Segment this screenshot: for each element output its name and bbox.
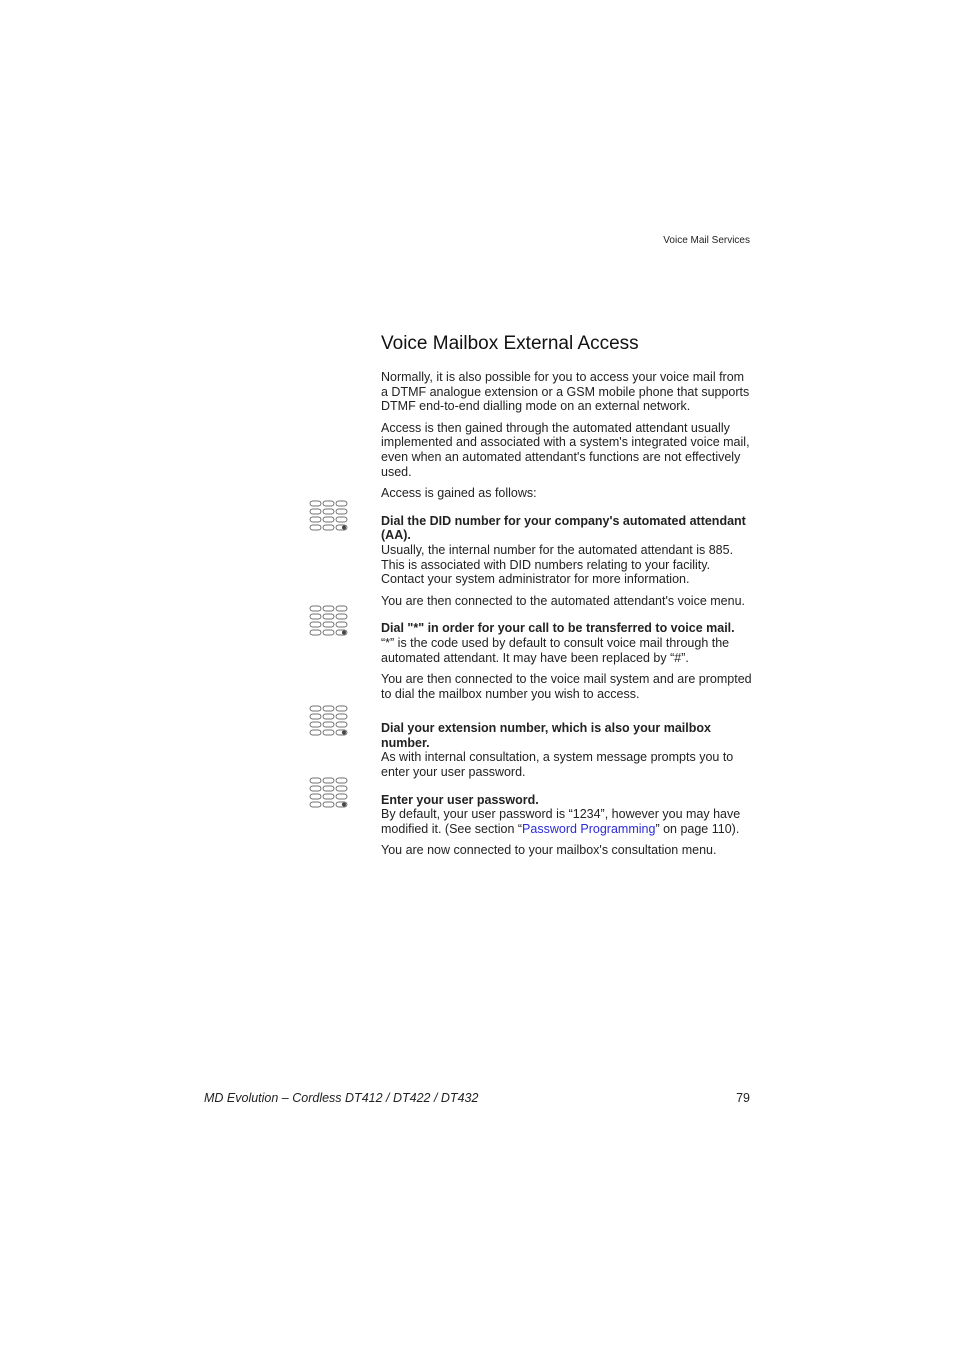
step-1-after: You are then connected to the automated attendant's voice menu. (381, 593, 745, 608)
step-4-after: You are now connected to your mailbox's consultation menu. (381, 843, 717, 858)
step-2-body: “*” is the code used by default to consult voice mail through the automated attendant. It may have been replaced by “#”. (381, 635, 730, 665)
keypad-icon (309, 705, 349, 737)
keypad-icon (309, 777, 349, 809)
keypad-icon (309, 605, 349, 637)
page-number: 79 (736, 1091, 750, 1105)
step-1 (381, 514, 753, 609)
step-4 (381, 793, 753, 858)
step-3-body: As with internal consultation, a system message prompts you to enter your user password. (381, 750, 734, 780)
step-4-body (381, 807, 753, 836)
step-4-body-pre: By default, your user password is “1234”, however you may have modified it. (See section “ (381, 807, 741, 836)
step-2 (381, 621, 753, 701)
step-4-body-post: ” on page 110). (655, 821, 740, 836)
keypad-icon (309, 500, 349, 532)
step-1-body: Usually, the internal number for the automated attendant is 885. This is associated with DID numbers relating to your facility. Contact your system administrator for more information. (381, 542, 734, 587)
step-1-heading: Dial the DID number for your company's automated attendant (AA). (381, 513, 746, 543)
intro-paragraph-1: Normally, it is also possible for you to access your voice mail from a DTMF analogue extension or a GSM mobile phone that supports DTMF end-to-end dialling mode on an external network. (381, 370, 750, 414)
main-content (381, 333, 753, 865)
page-title: Voice Mailbox External Access (381, 333, 639, 354)
step-3-heading: Dial your extension number, which is also your mailbox number. (381, 721, 711, 750)
step-2-heading: Dial "*" in order for your call to be transferred to voice mail. (381, 621, 735, 636)
step-3 (381, 721, 753, 779)
intro-paragraph-2: Access is then gained through the automated attendant usually implemented and associated with a system's integrated voice mail, even when an automated attendant's functions are not effectively used. (381, 420, 750, 479)
running-header: Voice Mail Services (663, 235, 750, 246)
step-4-heading: Enter your user password. (381, 792, 539, 807)
step-2-after: You are then connected to the voice mail system and are prompted to dial the mailbox number you wish to access. (381, 672, 752, 701)
password-programming-link[interactable]: Password Programming (522, 821, 656, 836)
intro-paragraph-3: Access is gained as follows: (381, 486, 537, 501)
footer-document-title: MD Evolution – Cordless DT412 / DT422 / DT432 (204, 1091, 479, 1105)
